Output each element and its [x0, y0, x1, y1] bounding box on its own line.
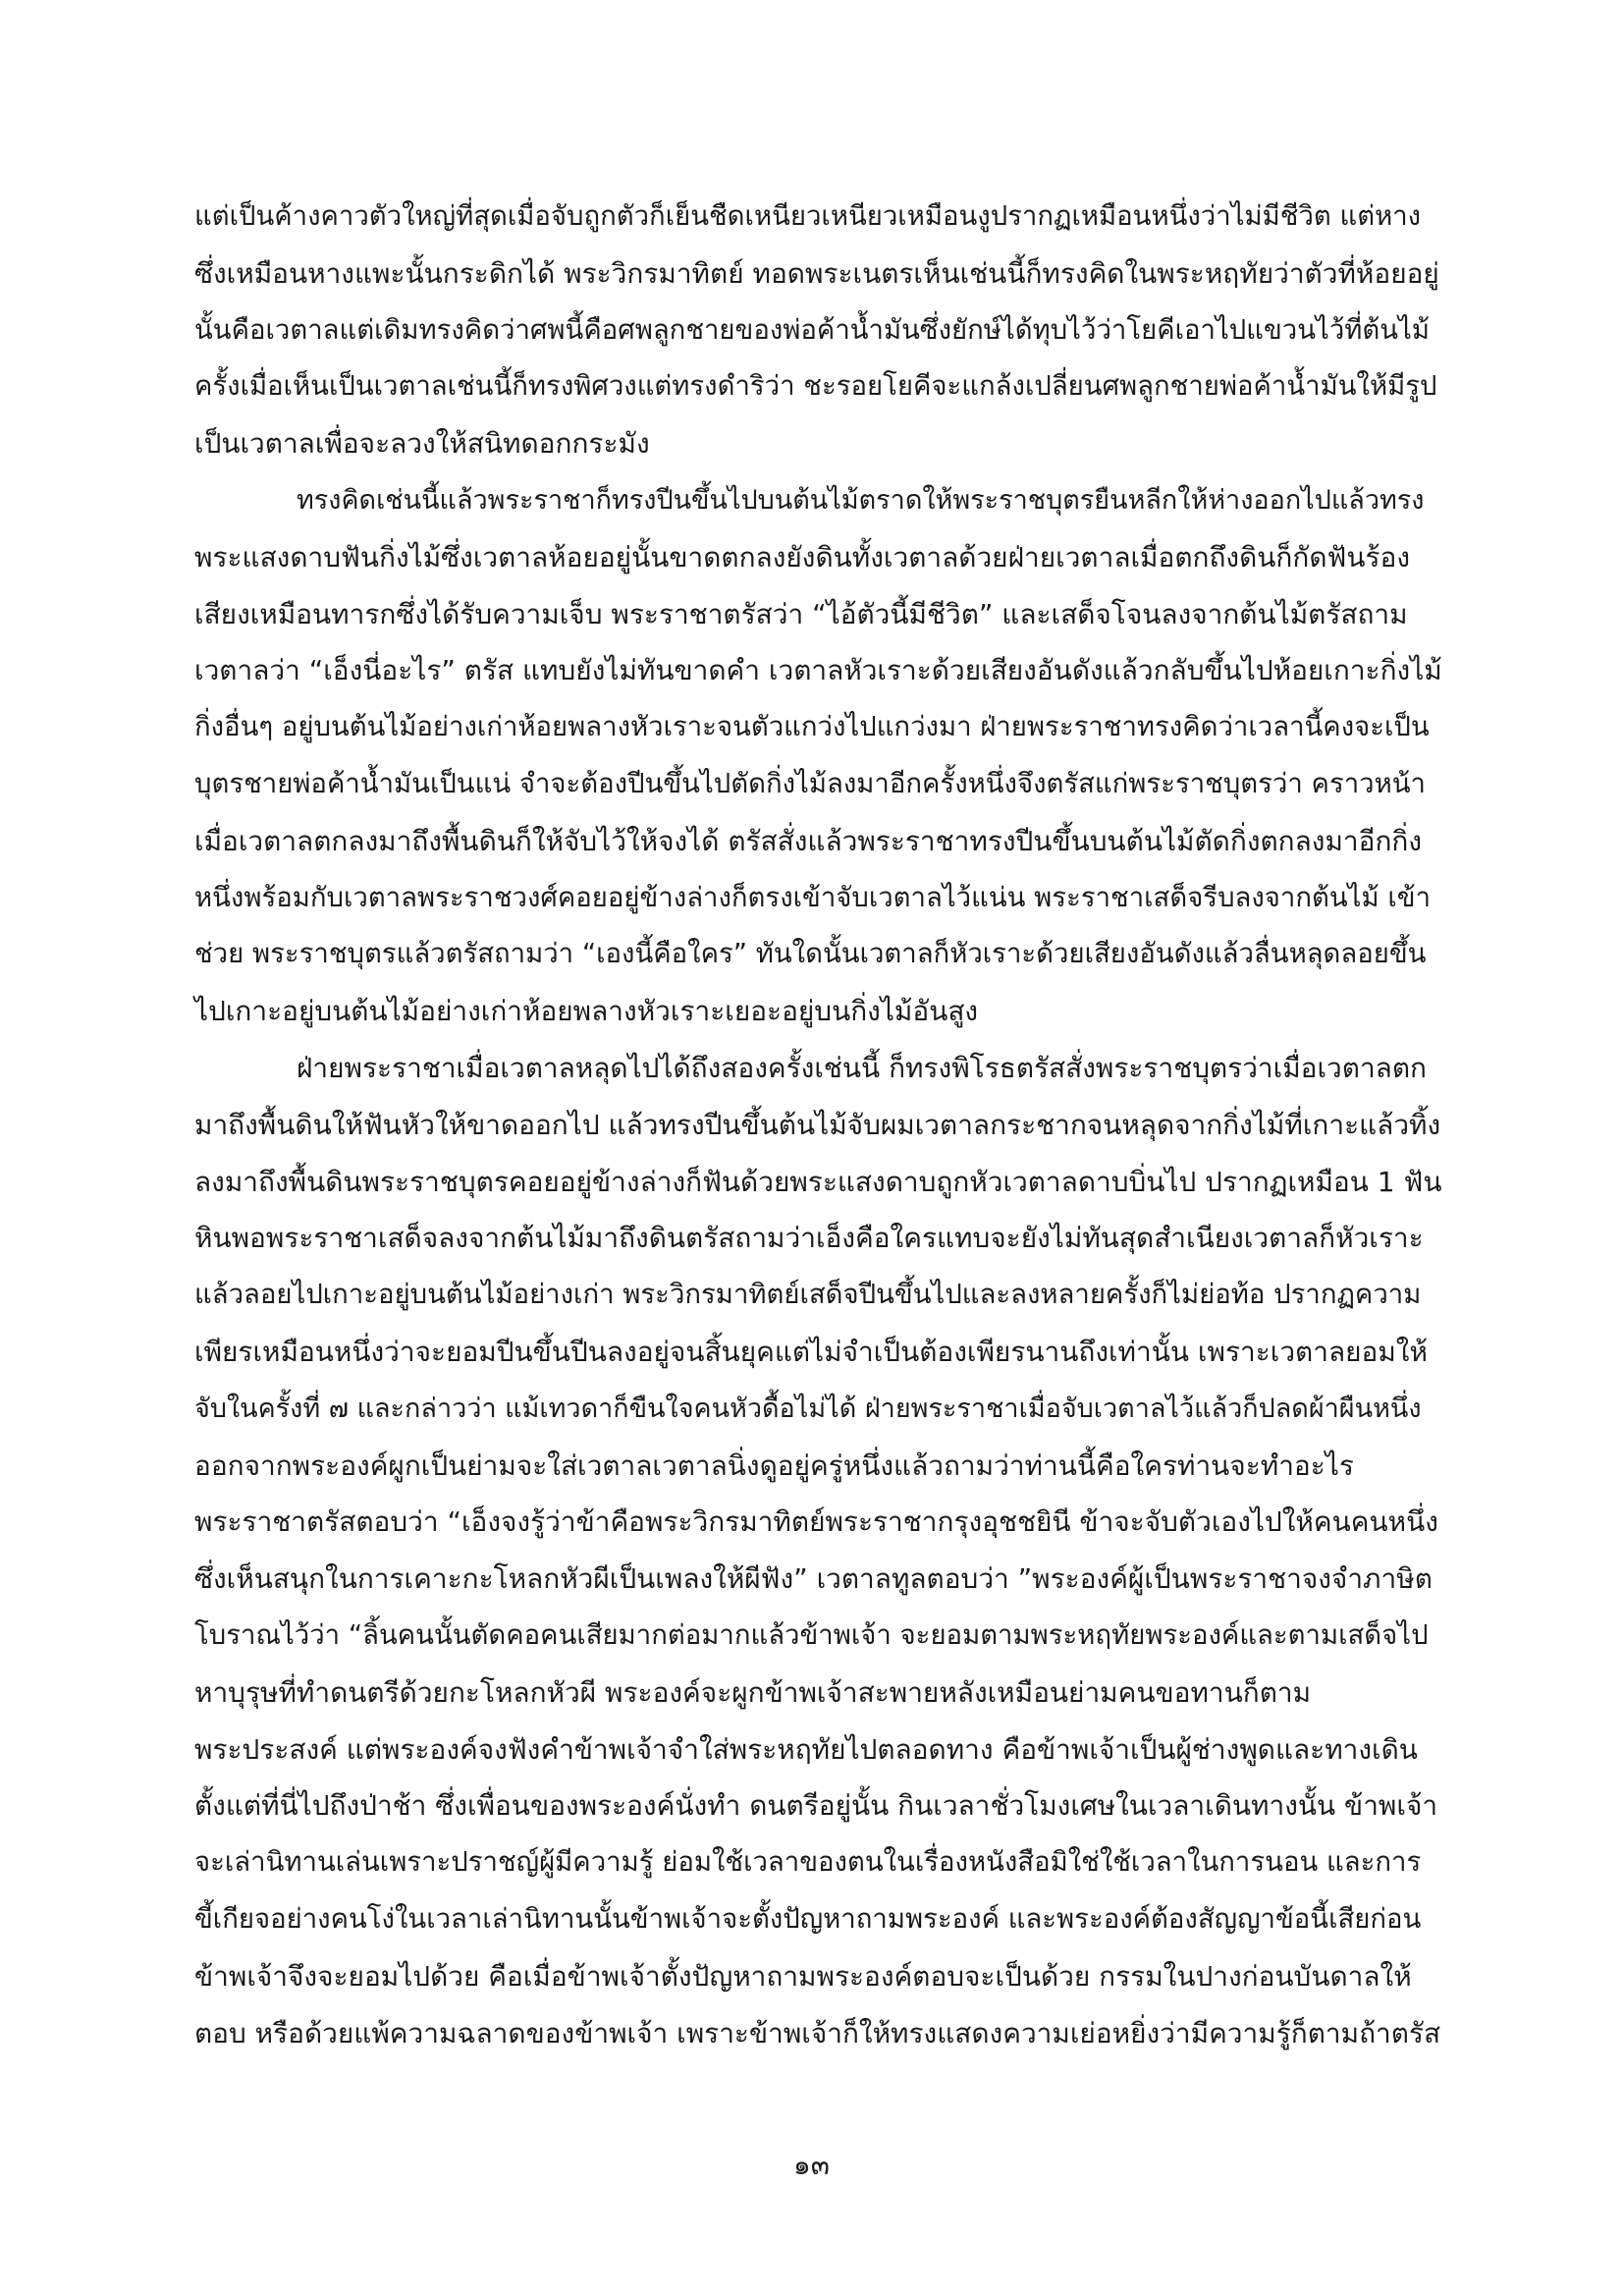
page-number: ๑๓	[793, 2149, 830, 2181]
paragraph-start-line: ทรงคิดเช่นนี้แล้วพระราชาก็ทรงปีนขึ้นไปบนต้นไม้ตราดให้พระราชบุตรยืนหลีกให้ห่างออกไปแล้วทรง	[297, 484, 1425, 516]
text-line: ลงมาถึงพื้นดินพระราชบุตรคอยอยู่ข้างล่างก็ฟันด้วยพระแสงดาบถูกหัวเวตาลดาบบิ่นไป ปรากฏเหมือน 1 ฟัน	[194, 1165, 1442, 1198]
text-line: พระแสงดาบฟันกิ่งไม้ซึ่งเวตาลห้อยอยู่นั้นขาดตกลงยังดินทั้งเวตาลด้วยฝ่ายเวตาลเมื่อตกถึงดินก็กัดฟันร้อง	[194, 540, 1410, 574]
text-line: แต่เป็นค้างคาวตัวใหญ่ที่สุดเมื่อจับถูกตัวก็เย็นชืดเหนียวเหนียวเหมือนงูปรากฏเหมือนหนึ่งว่าไม่มีชีวิต แต่หาง	[194, 200, 1422, 232]
text-line: ครั้งเมื่อเห็นเป็นเวตาลเช่นนี้ก็ทรงพิศวงแต่ทรงดำริว่า ชะรอยโยคีจะแกล้งเปลี่ยนศพลูกชายพ่อค้าน้ำมันให้มีรูป	[194, 370, 1437, 403]
text-line: แล้วลอยไปเกาะอยู่บนต้นไม้อย่างเก่า พระวิกรมาทิตย์เสด็จปีนขึ้นไปและลงหลายครั้งก็ไม่ย่อท้อ ปรากฏความ	[194, 1279, 1422, 1311]
text-line: พระราชาตรัสตอบว่า “เอ็งจงรู้ว่าข้าคือพระวิกรมาทิตย์พระราชากรุงอุชชยินี ข้าจะจับตัวเองไปให้คนคนหนึ่ง	[194, 1505, 1438, 1539]
text-line: เพียรเหมือนหนึ่งว่าจะยอมปีนขึ้นปีนลงอยู่จนสิ้นยุคแต่ไม่จำเป็นต้องเพียรนานถึงเท่านั้น เพราะเวตาลยอมให้	[194, 1335, 1428, 1368]
text-line: ตั้งแต่ที่นี่ไปถึงป่าช้า ซึ่งเพื่อนของพระองค์นั่งทำ ดนตรีอยู่นั้น กินเวลาชั่วโมงเศษในเวลาเดินทางนั้น ข้าพเจ้า	[194, 1789, 1438, 1823]
text-line: จะเล่านิทานเล่นเพราะปราชญ์ผู้มีความรู้ ย่อมใช้เวลาของตนในเรื่องหนังสือมิใช่ใช้เวลาในการนอน และการ	[194, 1846, 1422, 1879]
text-line: ขี้เกียจอย่างคนโง่ในเวลาเล่านิทานนั้นข้าพเจ้าจะตั้งปัญหาถามพระองค์ และพระองค์ต้องสัญญาข้อนี้เสียก่อน	[194, 1902, 1422, 1935]
text-line: ไปเกาะอยู่บนต้นไม้อย่างเก่าห้อยพลางหัวเราะเยอะอยู่บนกิ่งไม้อันสูง	[194, 995, 979, 1028]
text-line: หาบุรุษที่ทำดนตรีด้วยกะโหลกหัวผี พระองค์จะผูกข้าพเจ้าสะพายหลังเหมือนย่ามคนขอทานก็ตาม	[194, 1675, 1312, 1709]
text-line: ตอบ หรือด้วยแพ้ความฉลาดของข้าพเจ้า เพราะข้าพเจ้าก็ให้ทรงแสดงความเย่อหยิ่งว่ามีความรู้ก็ตามถ้าตรัส	[194, 2016, 1441, 2050]
text-line: กิ่งอื่นๆ อยู่บนต้นไม้อย่างเก่าห้อยพลางหัวเราะจนตัวแกว่งไปแกว่งมา ฝ่ายพระราชาทรงคิดว่าเวลานี้คงจะเป็น	[194, 711, 1430, 743]
text-line: หินพอพระราชาเสด็จลงจากต้นไม้มาถึงดินตรัสถามว่าเอ็งคือใครแทบจะยังไม่ทันสุดสำเนียงเวตาลก็หัวเราะ	[194, 1222, 1424, 1255]
text-line: ซึ่งเห็นสนุกในการเคาะกะโหลกหัวผีเป็นเพลงให้ผีฟัง” เวตาลทูลตอบว่า ”พระองค์ผู้เป็นพระราชาจงจำภาษิต	[194, 1562, 1433, 1596]
body-text	[194, 189, 1441, 2061]
text-line: ช่วย พระราชบุตรแล้วตรัสถามว่า “เองนี้คือใคร” ทันใดนั้นเวตาลก็หัวเราะด้วยเสียงอันดังแล้วลื่นหลุดลอยขึ้น	[194, 938, 1427, 970]
text-line: ข้าพเจ้าจึงจะยอมไปด้วย คือเมื่อข้าพเจ้าตั้งปัญหาถามพระองค์ตอบจะเป็นด้วย กรรมในปางก่อนบันดาลให้	[194, 1959, 1412, 1993]
text-line: เป็นเวตาลเพื่อจะลวงให้สนิทดอกกระมัง	[194, 427, 650, 461]
text-line: พระประสงค์ แต่พระองค์จงฟังคำข้าพเจ้าจำใส่พระหฤทัยไปตลอดทาง คือข้าพเจ้าเป็นผู้ช่างพูดและทางเดิน	[194, 1732, 1418, 1766]
text-line: นั้นคือเวตาลแต่เดิมทรงคิดว่าศพนี้คือศพลูกชายของพ่อค้าน้ำมันซึ่งยักษ์ได้ทุบไว้ว่าโยคีเอาไปแขวนไว้ที่ต้นไม้	[194, 313, 1431, 346]
text-line: เมื่อเวตาลตกลงมาถึงพื้นดินก็ให้จับไว้ให้จงได้ ตรัสสั่งแล้วพระราชาทรงปีนขึ้นบนต้นไม้ตัดกิ่งตกลงมาอีกกิ่ง	[194, 824, 1423, 857]
text-line: บุตรชายพ่อค้าน้ำมันเป็นแน่ จำจะต้องปีนขึ้นไปตัดกิ่งไม้ลงมาอีกครั้งหนึ่งจึงตรัสแก่พระราชบุตรว่า คราวหน้า	[194, 767, 1426, 799]
text-line: จับในครั้งที่ ๗ และกล่าวว่า แม้เทวดาก็ขืนใจคนหัวดื้อไม่ได้ ฝ่ายพระราชาเมื่อจับเวตาลไว้แล้วก็ปลดผ้าผืนหนึ่ง	[194, 1393, 1422, 1424]
paragraph-start-line: ฝ่ายพระราชาเมื่อเวตาลหลุดไปได้ถึงสองครั้งเช่นนี้ ก็ทรงพิโรธตรัสสั่งพระราชบุตรว่าเมื่อเวตาลตก	[297, 1051, 1427, 1084]
text-line: มาถึงพื้นดินให้ฟันหัวให้ขาดออกไป แล้วทรงปีนขึ้นต้นไม้จับผมเวตาลกระชากจนหลุดจากกิ่งไม้ที่เกาะแล้วทิ้ง	[194, 1108, 1441, 1141]
text-line: ซึ่งเหมือนหางแพะนั้นกระดิกได้ พระวิกรมาทิตย์ ทอดพระเนตรเห็นเช่นนี้ก็ทรงคิดในพระหฤทัยว่าตัวที่ห้อยอยู่	[194, 256, 1439, 290]
text-line: เสียงเหมือนทารกซึ่งได้รับความเจ็บ พระราชาตรัสว่า “ไอ้ตัวนี้มีชีวิต” และเสด็จโจนลงจากต้นไม้ตรัสถาม	[194, 597, 1408, 630]
text-line: หนึ่งพร้อมกับเวตาลพระราชวงศ์คอยอยู่ข้างล่างก็ตรงเข้าจับเวตาลไว้แน่น พระราชาเสด็จรีบลงจากต้นไม้ เข้า	[194, 881, 1432, 913]
text-line: เวตาลว่า “เอ็งนี่อะไร” ตรัส แทบยังไม่ทันขาดคำ เวตาลหัวเราะด้วยเสียงอันดังแล้วกลับขึ้นไปห้อยเกาะกิ่งไม้	[194, 654, 1442, 687]
text-line: โบราณไว้ว่า “ลิ้นคนนั้นตัดคอคนเสียมากต่อมากแล้วข้าพเจ้า จะยอมตามพระหฤทัยพระองค์และตามเสด็จไป	[194, 1618, 1429, 1651]
text-line: ออกจากพระองค์ผูกเป็นย่ามจะใส่เวตาลเวตาลนิ่งดูอยู่ครู่หนึ่งแล้วถามว่าท่านนี้คือใครท่านจะทำอะไร	[194, 1449, 1354, 1482]
